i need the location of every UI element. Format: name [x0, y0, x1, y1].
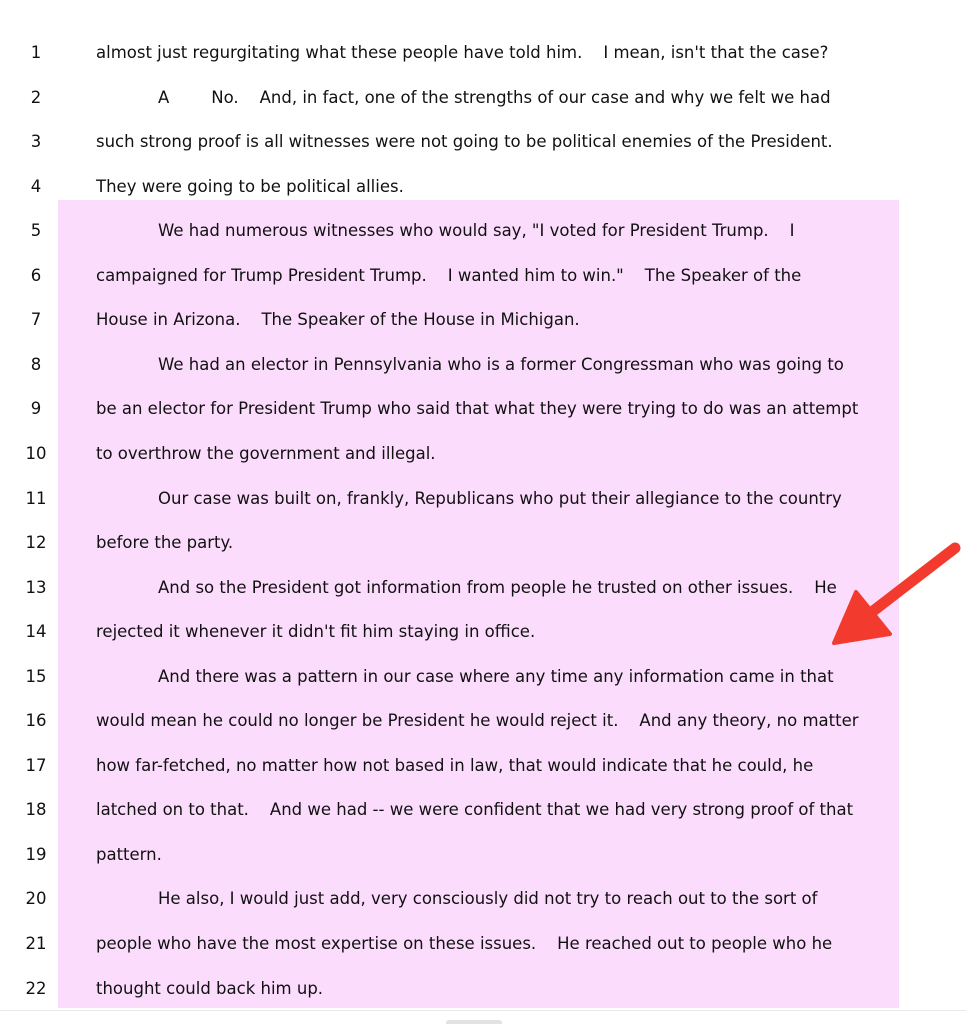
line-number: 12 — [25, 533, 47, 552]
line-text: We had numerous witnesses who would say, "I voted for President Trump. I — [158, 221, 795, 240]
line-number: 6 — [30, 266, 42, 285]
line-number: 18 — [25, 800, 47, 819]
transcript-line — [0, 845, 966, 889]
line-text: campaigned for Trump President Trump. I wanted him to win." The Speaker of the — [96, 266, 802, 285]
transcript-line — [0, 756, 966, 800]
line-text: Our case was built on, frankly, Republicans who put their allegiance to the country — [158, 489, 842, 508]
line-number: 22 — [25, 979, 47, 998]
transcript-line — [0, 934, 966, 978]
line-number: 14 — [25, 622, 47, 641]
line-number: 15 — [25, 667, 47, 686]
line-text: And so the President got information from people he trusted on other issues. He — [158, 578, 837, 597]
transcript-line — [0, 711, 966, 755]
line-text: such strong proof is all witnesses were not going to be political enemies of the President. — [96, 132, 833, 151]
transcript-line — [0, 489, 966, 533]
transcript-line — [0, 177, 966, 221]
line-number: 17 — [25, 756, 47, 775]
line-number: 9 — [30, 399, 42, 418]
transcript-line — [0, 444, 966, 488]
line-number: 1 — [30, 43, 42, 62]
transcript-line — [0, 800, 966, 844]
transcript-line — [0, 310, 966, 354]
line-number: 8 — [30, 355, 42, 374]
transcript-line — [0, 266, 966, 310]
line-text: And there was a pattern in our case where any time any information came in that — [158, 667, 834, 686]
line-text: latched on to that. And we had -- we were confident that we had very strong proof of that — [96, 800, 854, 819]
transcript-line — [0, 667, 966, 711]
transcript-line — [0, 88, 966, 132]
transcript-line — [0, 132, 966, 176]
line-text: pattern. — [96, 845, 162, 864]
line-number: 3 — [30, 132, 42, 151]
line-number: 19 — [25, 845, 47, 864]
line-number: 16 — [25, 711, 47, 730]
line-text: thought could back him up. — [96, 979, 324, 998]
line-number: 21 — [25, 934, 47, 953]
transcript-line — [0, 399, 966, 443]
line-number: 4 — [30, 177, 42, 196]
line-text: A No. And, in fact, one of the strengths of our case and why we felt we had — [158, 88, 831, 107]
transcript-line — [0, 355, 966, 399]
line-number: 11 — [25, 489, 47, 508]
line-text: They were going to be political allies. — [96, 177, 404, 196]
line-number: 20 — [25, 889, 47, 908]
line-text: We had an elector in Pennsylvania who is a former Congressman who was going to — [158, 355, 844, 374]
line-text: rejected it whenever it didn't fit him staying in office. — [96, 622, 536, 641]
line-number: 13 — [25, 578, 47, 597]
line-text: how far-fetched, no matter how not based in law, that would indicate that he could, he — [96, 756, 814, 775]
line-text: be an elector for President Trump who said that what they were trying to do was an attempt — [96, 399, 859, 418]
transcript-line — [0, 221, 966, 265]
transcript-line — [0, 889, 966, 933]
line-text: to overthrow the government and illegal. — [96, 444, 436, 463]
scroll-indicator[interactable] — [446, 1020, 502, 1024]
line-text: would mean he could no longer be President he would reject it. And any theory, no matter — [96, 711, 859, 730]
line-number: 7 — [30, 310, 42, 329]
line-text: people who have the most expertise on these issues. He reached out to people who he — [96, 934, 833, 953]
line-number: 2 — [30, 88, 42, 107]
line-number: 10 — [25, 444, 47, 463]
line-text: House in Arizona. The Speaker of the House in Michigan. — [96, 310, 580, 329]
arrow-icon — [820, 540, 965, 650]
transcript-line — [0, 43, 966, 87]
line-text: He also, I would just add, very consciously did not try to reach out to the sort of — [158, 889, 818, 908]
line-text: before the party. — [96, 533, 234, 552]
line-number: 5 — [30, 221, 42, 240]
line-text: almost just regurgitating what these people have told him. I mean, isn't that the case? — [96, 43, 829, 62]
